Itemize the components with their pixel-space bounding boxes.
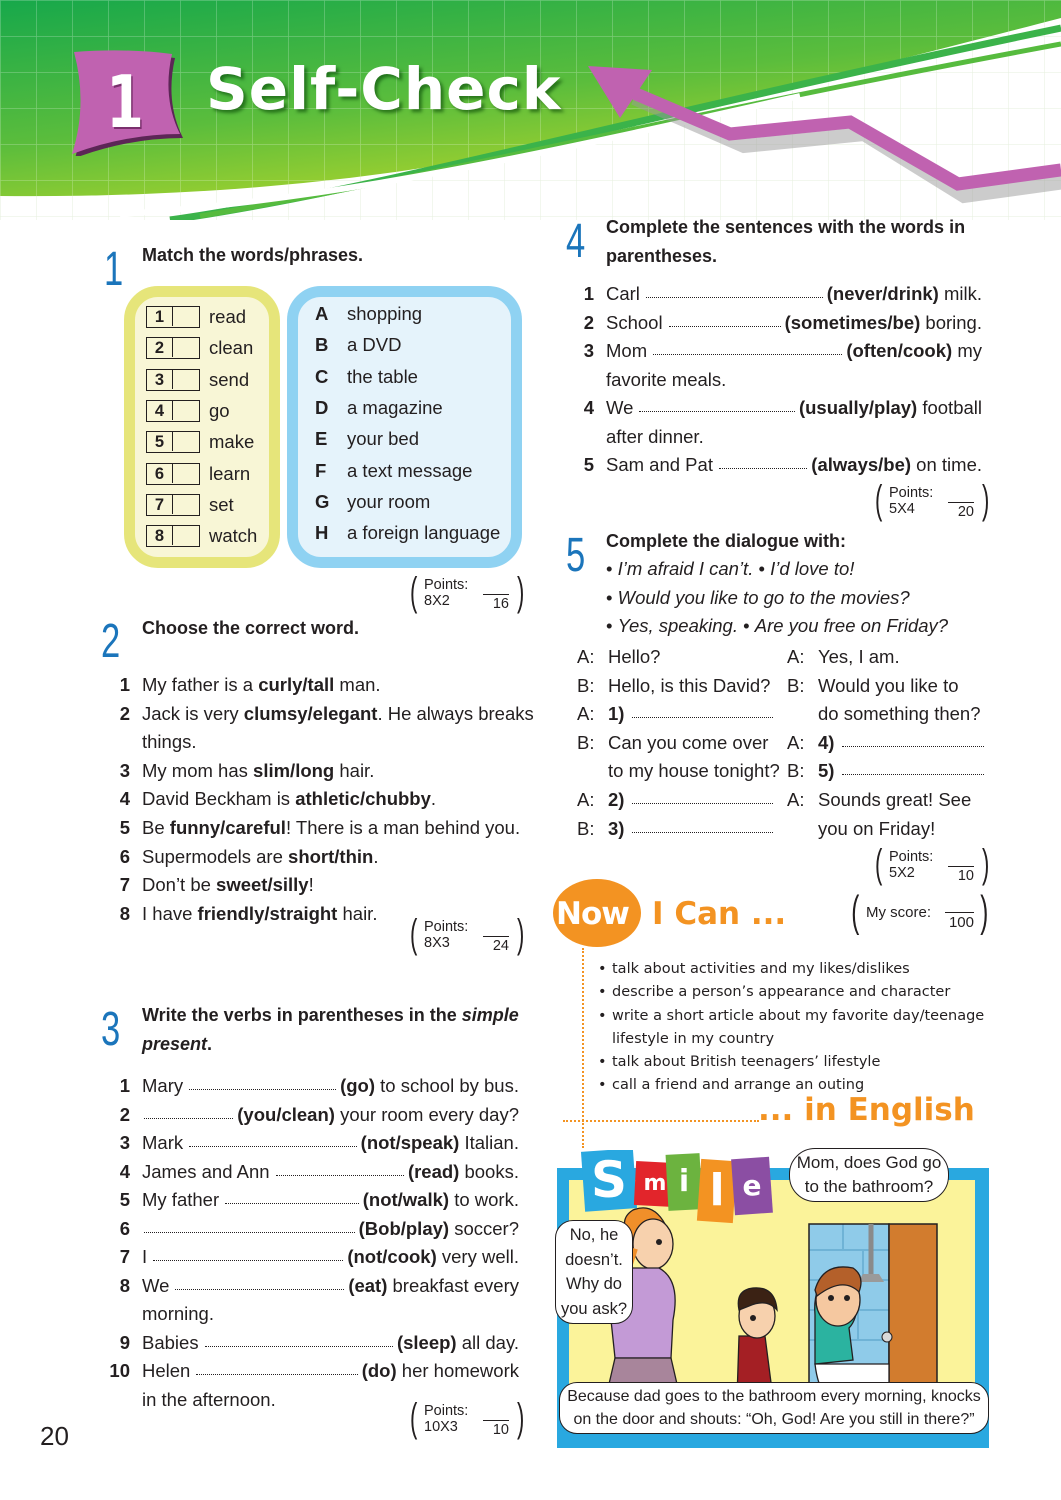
item-number: 4 [119,1160,130,1182]
list-item [112,1101,519,1130]
item-number: 7 [119,1246,130,1267]
can-do-item: • call a friend and arrange an outing [598,1074,984,1097]
points-label: Points: [424,1403,469,1419]
dialogue-text [818,757,984,786]
speaker-label: B: [577,731,595,753]
section-3-number: 3 [101,1003,121,1056]
list-item [109,1357,519,1386]
section-1-number: 1 [104,243,124,296]
item-text: Carl (never/drink) milk. [606,280,982,309]
dialogue-text: Yes, I am. [818,646,900,667]
item-text: Mary (go) to school by bus. [142,1072,519,1101]
answer-box[interactable] [146,337,200,359]
list-item [112,1186,519,1215]
match-left-item [146,493,276,517]
item-text: Supermodels are short/thin. [142,845,379,867]
item-number: 10 [109,1360,130,1381]
caption-bubble: Because dad goes to the bathroom every morning, knocks on the door and shouts: “Oh, God! Are you still in there?” [559,1382,989,1434]
my-score [851,887,989,936]
item-word: set [209,493,234,515]
speaker-label: B: [787,674,805,696]
item-phrase: a magazine [347,396,443,418]
item-text: Sam and Pat (always/be) on time. [606,451,982,480]
speaker-label: A: [787,646,805,667]
item-word: read [209,306,247,327]
dialogue-line [577,700,773,729]
dotted-divider-vertical [582,948,584,1148]
dialogue-line [787,815,984,844]
option-phrase: Are you free on Friday? [754,615,949,637]
answer-blank[interactable] [189,1129,357,1147]
item-text: David Beckham is athletic/chubby. [142,788,437,810]
item-word: clean [209,337,254,359]
list-item [112,700,534,729]
match-right-item [315,490,515,514]
list-item-continuation: things. [142,731,197,753]
option-line [606,555,854,584]
match-left-item [146,368,276,392]
section-2-instruction: Choose the correct word. [142,618,360,638]
speaker-label: A: [787,789,805,810]
answer-box[interactable] [146,306,200,328]
item-text: We (eat) breakfast every [142,1272,519,1301]
speaker-label: A: [787,731,805,753]
item-number: 3 [147,370,173,389]
speaker-label: A: [577,646,595,667]
item-text: My mom has slim/long hair. [142,759,375,781]
can-do-item: • describe a person’s appearance and character [598,981,984,1004]
item-letter: G [315,490,330,512]
item-number: 2 [119,1103,130,1125]
item-number: 8 [119,902,130,924]
dialogue-line [577,672,773,701]
points-total: 16 [483,594,509,612]
gap-number: 5) [818,760,835,782]
answer-blank[interactable] [632,786,773,804]
speech-bubble-mom: No, he doesn’t. Why do you ask? [555,1220,633,1324]
list-item [112,1329,519,1358]
smile-letter: i [678,1164,690,1199]
bullet-icon: • [753,558,771,579]
match-right-item [315,333,515,357]
dialogue-line [577,786,773,815]
item-number: 4 [119,788,130,810]
paren-left: ( [409,570,418,614]
points-multiplier: 8X3 [424,935,450,951]
item-phrase: a text message [347,459,473,481]
smile-cartoon [553,1150,990,1450]
item-text: My father (not/walk) to work. [142,1186,519,1215]
item-phrase: a foreign language [347,522,501,544]
dialogue-text: Hello, is this David? [608,674,771,696]
points-total: 24 [483,936,509,954]
bullet-icon: • [606,615,618,637]
list-item [112,785,527,814]
dialogue-line [787,786,984,815]
list-item [112,1158,519,1187]
option-phrase: Yes, speaking. [617,615,738,637]
item-letter: F [315,459,327,481]
item-number: 6 [119,1217,130,1239]
item-number: 2 [583,311,594,333]
answer-blank[interactable] [189,1072,336,1090]
unit-number: 1 [106,60,144,144]
dialogue-line [577,643,773,672]
dialogue-text: Sounds great! See [818,789,972,810]
item-phrase: the table [347,365,418,387]
list-item [576,451,982,480]
speaker-label: A: [577,703,595,725]
can-do-item-continuation: lifestyle in my country [612,1030,775,1047]
item-number: 1 [119,674,130,695]
item-phrase: shopping [347,303,423,324]
list-item [112,671,527,700]
option-phrase: I’m afraid I can’t. [617,558,754,579]
paren-right: ) [981,842,990,886]
item-number: 9 [119,1331,130,1353]
dialogue-text [608,700,773,729]
section-4-points [874,478,990,526]
paren-right: ) [980,887,989,936]
answer-blank[interactable] [646,280,823,298]
list-item [112,843,527,872]
option-phrase: Would you like to go to the movies? [617,586,910,608]
match-left-item [146,524,276,548]
item-text: (Bob/play) soccer? [142,1215,519,1244]
item-number: 4 [147,401,173,420]
dialogue-text: Can you come over [608,731,769,753]
item-letter: D [315,396,329,418]
answer-box[interactable] [146,400,200,422]
section-4-number: 4 [566,215,586,268]
dialogue-text: Hello? [608,646,661,667]
page-title: Self-Check [206,55,562,123]
answer-blank[interactable] [153,1243,343,1261]
list-item [112,757,527,786]
item-phrase: a DVD [347,334,402,356]
points-label: Points: [889,849,934,865]
match-left-item [146,462,276,486]
unit-badge [66,48,184,156]
gap-number: 4) [818,731,835,753]
item-text: Helen (do) her homework [142,1357,519,1386]
item-number: 8 [147,526,173,545]
item-text: Jack is very clumsy/elegant. He always breaks [142,702,534,724]
option-line [606,584,910,613]
dialogue-text: to my house tonight? [608,760,780,782]
answer-blank[interactable] [205,1329,393,1347]
item-number: 5 [119,1189,130,1210]
section-3-instruction: Write the verbs in parentheses in the simple present. [142,1005,519,1054]
answer-blank[interactable] [653,337,842,355]
item-number: 5 [583,454,594,475]
item-number: 1 [583,283,594,304]
points-label: Points: [424,577,469,593]
score-label: My score: [866,904,932,921]
item-word: send [209,368,250,390]
dialogue-line [787,672,984,701]
points-label: Points: [889,485,934,501]
answer-blank[interactable] [632,700,773,718]
answer-blank[interactable] [842,757,984,775]
item-letter: B [315,334,329,356]
points-multiplier: 5X2 [889,865,915,881]
points-multiplier: 10X3 [424,1419,458,1435]
smile-letter: S [590,1151,627,1209]
points-label: Points: [424,919,469,935]
item-text: I (not/cook) very well. [142,1243,519,1272]
list-item [576,280,982,309]
list-item [576,309,982,338]
now-label: Now [556,896,629,932]
score-total: 100 [945,912,974,932]
dialogue-line [577,815,773,844]
match-right-item [315,302,515,326]
answer-blank[interactable] [632,815,773,833]
section-3-points [409,1396,525,1444]
points-total: 20 [948,502,974,520]
option-phrase: I’d love to! [770,558,855,579]
section-2-number: 2 [101,615,121,668]
list-item [112,1072,519,1101]
match-right-item [315,459,515,483]
answer-blank[interactable] [639,394,795,412]
dialogue-text: do something then? [818,703,981,725]
item-text: Mom (often/cook) my [606,337,982,366]
section-5-number: 5 [566,529,586,582]
dialogue-text [608,815,773,844]
answer-box[interactable] [146,494,200,516]
answer-box[interactable] [146,525,200,547]
list-item-continuation: in the afternoon. [142,1388,276,1410]
dotted-divider-horizontal [563,1120,759,1122]
section-2-points [409,912,525,960]
header-banner [0,0,1061,220]
page-number: 20 [40,1421,69,1451]
answer-blank[interactable] [144,1215,355,1233]
paren-left: ( [409,1396,418,1440]
item-word: make [209,431,255,453]
smile-letter: m [643,1171,667,1196]
speaker-label: B: [577,674,595,696]
dialogue-line [787,643,984,672]
paren-right: ) [981,478,990,522]
points-multiplier: 8X2 [424,593,450,609]
dialogue-line [787,729,984,758]
answer-blank[interactable] [196,1357,357,1375]
list-item-continuation: favorite meals. [606,368,727,390]
list-item-continuation: morning. [142,1303,214,1324]
item-number: 1 [119,1075,130,1096]
item-number: 2 [119,702,130,724]
dialogue-text: Would you like to [818,674,959,696]
item-letter: H [315,522,329,544]
can-do-list [598,958,984,1098]
item-text: Mark (not/speak) Italian. [142,1129,519,1158]
section-1-points [409,570,525,618]
section-1-instruction: Match the words/phrases. [142,245,364,265]
list-item [112,814,527,843]
paren-right: ) [516,1396,525,1440]
bullet-icon: • [606,586,618,608]
can-do-item: • write a short article about my favorite day/teenage [598,1005,984,1028]
smile-letter: e [742,1169,762,1202]
dialogue-line [577,729,773,758]
smile-letter: l [709,1165,725,1216]
answer-blank[interactable] [144,1101,233,1119]
gap-number: 2) [608,789,625,810]
option-line [606,612,948,641]
item-number: 3 [119,759,130,781]
dialogue-text [818,729,984,758]
item-text: School (sometimes/be) boring. [606,309,982,338]
answer-blank[interactable] [175,1272,344,1290]
list-item [112,871,527,900]
answer-blank[interactable] [276,1158,404,1176]
answer-blank[interactable] [719,451,807,469]
points-multiplier: 5X4 [889,501,915,517]
gap-number: 3) [608,817,625,839]
item-number: 7 [147,495,173,514]
item-number: 3 [583,340,594,361]
item-phrase: your room [347,490,431,512]
item-word: learn [209,462,251,484]
item-text: Be funny/careful! There is a man behind you. [142,817,521,838]
list-item-continuation: after dinner. [606,425,704,447]
answer-box[interactable] [146,431,200,453]
bullet-icon: • [606,558,618,579]
section-4-instruction: Complete the sentences with the words in parentheses. [606,217,966,266]
dialogue-line [787,700,984,729]
section-5-instruction: Complete the dialogue with: [606,531,847,551]
item-number: 5 [147,432,173,451]
item-phrase: your bed [347,428,419,450]
match-right-item [315,427,515,451]
item-letter: C [315,365,329,387]
item-number: 8 [119,1274,130,1296]
list-item [576,337,982,366]
item-number: 2 [147,338,173,357]
item-text: We (usually/play) football [606,394,982,423]
list-item [112,1272,519,1301]
item-number: 4 [583,397,594,418]
speaker-label: B: [577,817,595,839]
item-number: 7 [119,874,130,896]
section-5-points [874,842,990,890]
paren-left: ( [874,478,883,522]
bullet-icon: • [737,615,755,637]
points-total: 10 [483,1420,509,1438]
gap-number: 1) [608,703,625,725]
paren-right: ) [516,570,525,614]
item-text: James and Ann (read) books. [142,1158,519,1187]
match-left-item [146,305,276,329]
dialogue-text: you on Friday! [818,817,936,839]
match-left-item [146,399,276,423]
answer-blank[interactable] [669,309,781,327]
in-english-label: ... in English [758,1092,975,1128]
match-left-item [146,430,276,454]
can-do-item: • talk about British teenagers’ lifestyle [598,1051,984,1074]
item-text: Don’t be sweet/silly! [142,874,314,896]
match-right-item [315,521,515,545]
item-letter: A [315,303,329,324]
item-word: watch [209,525,258,547]
dialogue-line [577,757,780,786]
paren-right: ) [516,912,525,956]
item-number: 5 [119,817,130,838]
match-right-item [315,365,515,389]
match-right-item [315,396,515,420]
answer-blank[interactable] [842,729,984,747]
paren-left: ( [874,842,883,886]
list-item [112,1129,519,1158]
item-text: I have friendly/straight hair. [142,902,378,924]
answer-blank[interactable] [225,1186,359,1204]
item-text: My father is a curly/tall man. [142,674,381,695]
can-do-item: • talk about activities and my likes/dislikes [598,958,984,981]
answer-box[interactable] [146,463,200,485]
points-total: 10 [948,866,974,884]
list-item [576,394,982,423]
item-text: Babies (sleep) all day. [142,1329,519,1358]
speech-bubble-son: Mom, does God go to the bathroom? [789,1148,949,1202]
item-number: 3 [119,1132,130,1153]
list-item [112,1215,519,1244]
item-letter: E [315,428,328,450]
item-number: 6 [119,845,130,867]
item-word: go [209,399,230,421]
speaker-label: B: [787,760,805,782]
paren-left: ( [409,912,418,956]
item-text: (you/clean) your room every day? [142,1101,519,1130]
dialogue-line [787,757,984,786]
speaker-label: A: [577,789,595,810]
item-number: 1 [147,307,173,326]
list-item [112,1243,519,1272]
item-number: 6 [147,464,173,483]
i-can-label: I Can ... [652,896,787,932]
match-left-item [146,336,276,360]
paren-left: ( [851,887,860,936]
dialogue-text [608,786,773,815]
answer-box[interactable] [146,369,200,391]
